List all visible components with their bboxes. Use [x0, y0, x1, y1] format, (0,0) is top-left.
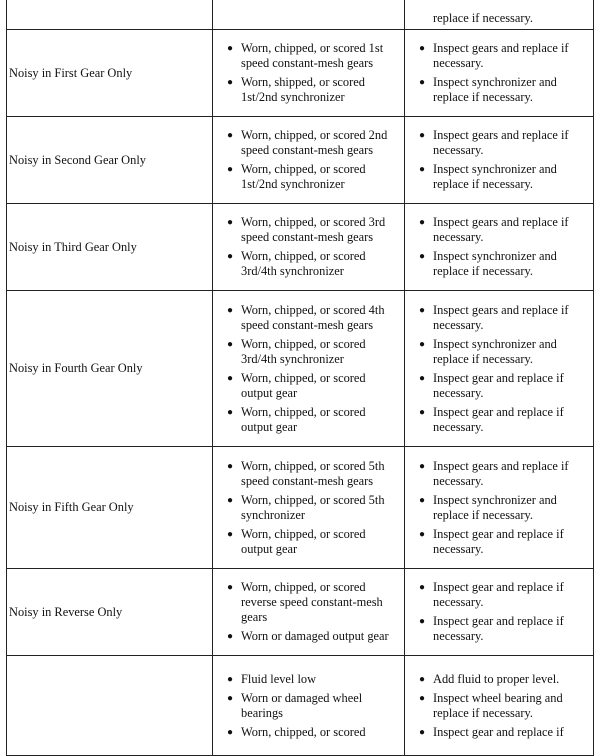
list-item-text: Inspect wheel bearing and replace if necessary.: [433, 691, 563, 720]
action-list: [405, 459, 589, 557]
list-item: [419, 691, 589, 721]
bullet-icon: ●: [227, 77, 234, 88]
bullet-icon: ●: [419, 217, 426, 228]
action-list: [405, 580, 589, 644]
list-item: [227, 526, 398, 557]
action-list: [405, 215, 589, 279]
list-item: [419, 370, 589, 401]
list-item-text: Worn, shipped, or scored 1st/2nd synchronizer: [241, 75, 365, 104]
list-item-text: Inspect gears and replace if necessary.: [433, 458, 569, 488]
bullet-icon: ●: [227, 130, 234, 141]
cause-cell: [213, 117, 405, 204]
list-item-text: Inspect gear and replace if necessary.: [433, 370, 564, 400]
list-item: [227, 302, 398, 333]
action-cell: [405, 204, 594, 291]
list-item-text: Add fluid to proper level.: [433, 672, 560, 686]
symptom-text: Noisy in Third Gear Only: [9, 239, 137, 254]
list-item: [419, 162, 589, 192]
list-item: [419, 458, 589, 489]
list-item: [419, 725, 589, 740]
list-item-text: Inspect gear and replace if necessary.: [433, 580, 564, 609]
bullet-icon: ●: [227, 304, 234, 316]
list-item: [419, 580, 589, 610]
action-cell: [405, 569, 594, 656]
list-item-text: Inspect gears and replace if necessary.: [433, 41, 569, 70]
bullet-icon: ●: [419, 372, 426, 384]
troubleshooting-document: [6, 0, 593, 748]
cause-list: [213, 215, 398, 279]
list-item: [227, 249, 398, 279]
list-item: [227, 404, 398, 435]
symptom-cell: [7, 117, 213, 204]
list-item: [227, 75, 398, 105]
cause-list: [213, 672, 398, 740]
list-item: [227, 215, 398, 245]
bullet-icon: ●: [419, 460, 426, 472]
list-item-text: Worn, chipped, or scored 5th synchronizer: [241, 492, 385, 522]
table-row: [7, 656, 594, 756]
bullet-icon: ●: [227, 631, 234, 642]
bullet-icon: ●: [227, 693, 234, 704]
list-item: [419, 249, 589, 279]
list-item-text: Worn, chipped, or scored output gear: [241, 526, 366, 556]
list-item-text: Fluid level low: [241, 672, 317, 686]
list-item: [227, 629, 398, 644]
list-item-text: Inspect synchronizer and replace if necessary.: [433, 162, 557, 191]
bullet-icon: ●: [419, 338, 426, 350]
list-item: [227, 492, 398, 523]
list-item-text: Inspect gear and replace if: [433, 725, 564, 739]
cause-cell: [213, 569, 405, 656]
list-item-text: Worn or damaged wheel bearings: [241, 691, 363, 720]
action-cell: [405, 291, 594, 447]
list-item: [419, 526, 589, 557]
symptom-cell: [7, 291, 213, 447]
bullet-icon: ●: [419, 406, 426, 418]
cause-cell: [213, 447, 405, 569]
symptom-cell: [7, 0, 213, 30]
bullet-icon: ●: [227, 164, 234, 175]
list-item-text: Inspect gear and replace if necessary.: [433, 526, 564, 556]
bullet-icon: ●: [419, 130, 426, 141]
bullet-icon: ●: [227, 460, 234, 472]
list-item-text: Inspect synchronizer and replace if necessary.: [433, 492, 557, 522]
symptom-text: Noisy in Fourth Gear Only: [9, 361, 143, 375]
list-item: [419, 614, 589, 644]
list-item-text: Worn, chipped, or scored 3rd/4th synchronizer: [241, 336, 366, 366]
bullet-icon: ●: [227, 406, 234, 418]
list-item-text: Worn, chipped, or scored 1st/2nd synchronizer: [241, 162, 366, 191]
bullet-icon: ●: [227, 217, 234, 228]
cause-list: [213, 459, 398, 557]
list-item: [227, 580, 398, 625]
list-item: [419, 492, 589, 523]
cause-cell: [213, 0, 405, 30]
table-row: [7, 30, 594, 117]
table-row: [7, 291, 594, 447]
list-item: [227, 691, 398, 721]
list-item: [419, 75, 589, 105]
action-list: [405, 41, 589, 105]
list-item: [419, 128, 589, 158]
action-cell: [405, 30, 594, 117]
bullet-icon: ●: [419, 727, 426, 738]
cause-list: [213, 580, 398, 644]
list-item: [227, 128, 398, 158]
bullet-icon: ●: [227, 674, 234, 685]
action-list: [405, 128, 589, 192]
symptom-text: Noisy in First Gear Only: [9, 65, 133, 80]
list-item: [227, 370, 398, 401]
table-row-partial-top: [7, 0, 594, 30]
bullet-icon: ●: [227, 372, 234, 384]
bullet-icon: ●: [227, 528, 234, 540]
cause-cell: [213, 656, 405, 756]
list-item-text: Worn, chipped, or scored reverse speed constant-mesh gears: [241, 580, 383, 624]
list-item-text: Inspect gears and replace if necessary.: [433, 302, 569, 332]
bullet-icon: ●: [419, 674, 426, 685]
list-item: [227, 41, 398, 71]
bullet-icon: ●: [419, 77, 426, 88]
list-item: [419, 404, 589, 435]
symptom-cell: [7, 30, 213, 117]
bullet-icon: ●: [419, 43, 426, 54]
action-cell: [405, 447, 594, 569]
bullet-icon: ●: [227, 251, 234, 262]
table-row: [7, 117, 594, 204]
table-row: [7, 204, 594, 291]
action-list: [405, 303, 589, 435]
symptom-text: Noisy in Fifth Gear Only: [9, 500, 134, 514]
bullet-icon: ●: [419, 582, 426, 593]
list-item-text: Worn, chipped, or scored 5th speed constant-mesh gears: [241, 458, 385, 488]
list-item: [227, 672, 398, 687]
action-list: [405, 672, 589, 740]
bullet-icon: ●: [419, 693, 426, 704]
list-item-text: Worn or damaged output gear: [241, 629, 389, 643]
list-item-text: Inspect synchronizer and replace if necessary.: [433, 75, 557, 104]
cause-cell: [213, 30, 405, 117]
list-item-text: Worn, chipped, or scored: [241, 725, 366, 739]
list-item: [419, 215, 589, 245]
list-item-text: Worn, chipped, or scored 3rd speed constant-mesh gears: [241, 215, 386, 244]
list-item: [227, 336, 398, 367]
list-item-text: Inspect synchronizer and replace if necessary.: [433, 249, 557, 278]
bullet-icon: ●: [227, 338, 234, 350]
symptom-cell: [7, 656, 213, 756]
bullet-icon: ●: [227, 494, 234, 506]
table-row: [7, 569, 594, 656]
list-item-text: Worn, chipped, or scored 4th speed constant-mesh gears: [241, 302, 385, 332]
list-item: [419, 302, 589, 333]
bullet-icon: ●: [419, 616, 426, 627]
diagnosis-table: [6, 0, 594, 756]
symptom-text: Noisy in Second Gear Only: [9, 152, 146, 167]
symptom-cell: [7, 204, 213, 291]
list-item: [227, 162, 398, 192]
list-item-text: Inspect gears and replace if necessary.: [433, 215, 569, 244]
list-item-text: Worn, chipped, or scored output gear: [241, 370, 366, 400]
list-item-text: Worn, chipped, or scored 3rd/4th synchronizer: [241, 249, 366, 278]
bullet-icon: ●: [227, 43, 234, 54]
bullet-icon: ●: [419, 164, 426, 175]
cause-cell: [213, 291, 405, 447]
symptom-cell: [7, 447, 213, 569]
list-item-text: Inspect gear and replace if necessary.: [433, 614, 564, 643]
action-cell: [405, 656, 594, 756]
action-cell: [405, 0, 594, 30]
list-item-text: Worn, chipped, or scored 2nd speed constant-mesh gears: [241, 128, 388, 157]
cause-list: [213, 303, 398, 435]
cause-list: [213, 41, 398, 105]
action-cell: [405, 117, 594, 204]
list-item-text: Inspect gears and replace if necessary.: [433, 128, 569, 157]
bullet-icon: ●: [227, 582, 234, 593]
table-row: [7, 447, 594, 569]
list-item-text: Inspect gear and replace if necessary.: [433, 404, 564, 434]
symptom-cell: [7, 569, 213, 656]
diagnosis-table-body: [7, 0, 594, 756]
bullet-icon: ●: [419, 494, 426, 506]
action-continuation-text: replace if necessary.: [433, 11, 533, 25]
cause-cell: [213, 204, 405, 291]
bullet-icon: ●: [419, 304, 426, 316]
list-item: [419, 672, 589, 687]
cause-list: [213, 128, 398, 192]
list-item: [227, 458, 398, 489]
list-item: [419, 336, 589, 367]
symptom-text: Noisy in Reverse Only: [9, 604, 123, 619]
list-item-text: Worn, chipped, or scored 1st speed constant-mesh gears: [241, 41, 384, 70]
list-item: [419, 41, 589, 71]
list-item-text: Worn, chipped, or scored output gear: [241, 404, 366, 434]
bullet-icon: ●: [419, 528, 426, 540]
list-item: [227, 725, 398, 740]
bullet-icon: ●: [419, 251, 426, 262]
list-item-text: Inspect synchronizer and replace if necessary.: [433, 336, 557, 366]
bullet-icon: ●: [227, 727, 234, 738]
